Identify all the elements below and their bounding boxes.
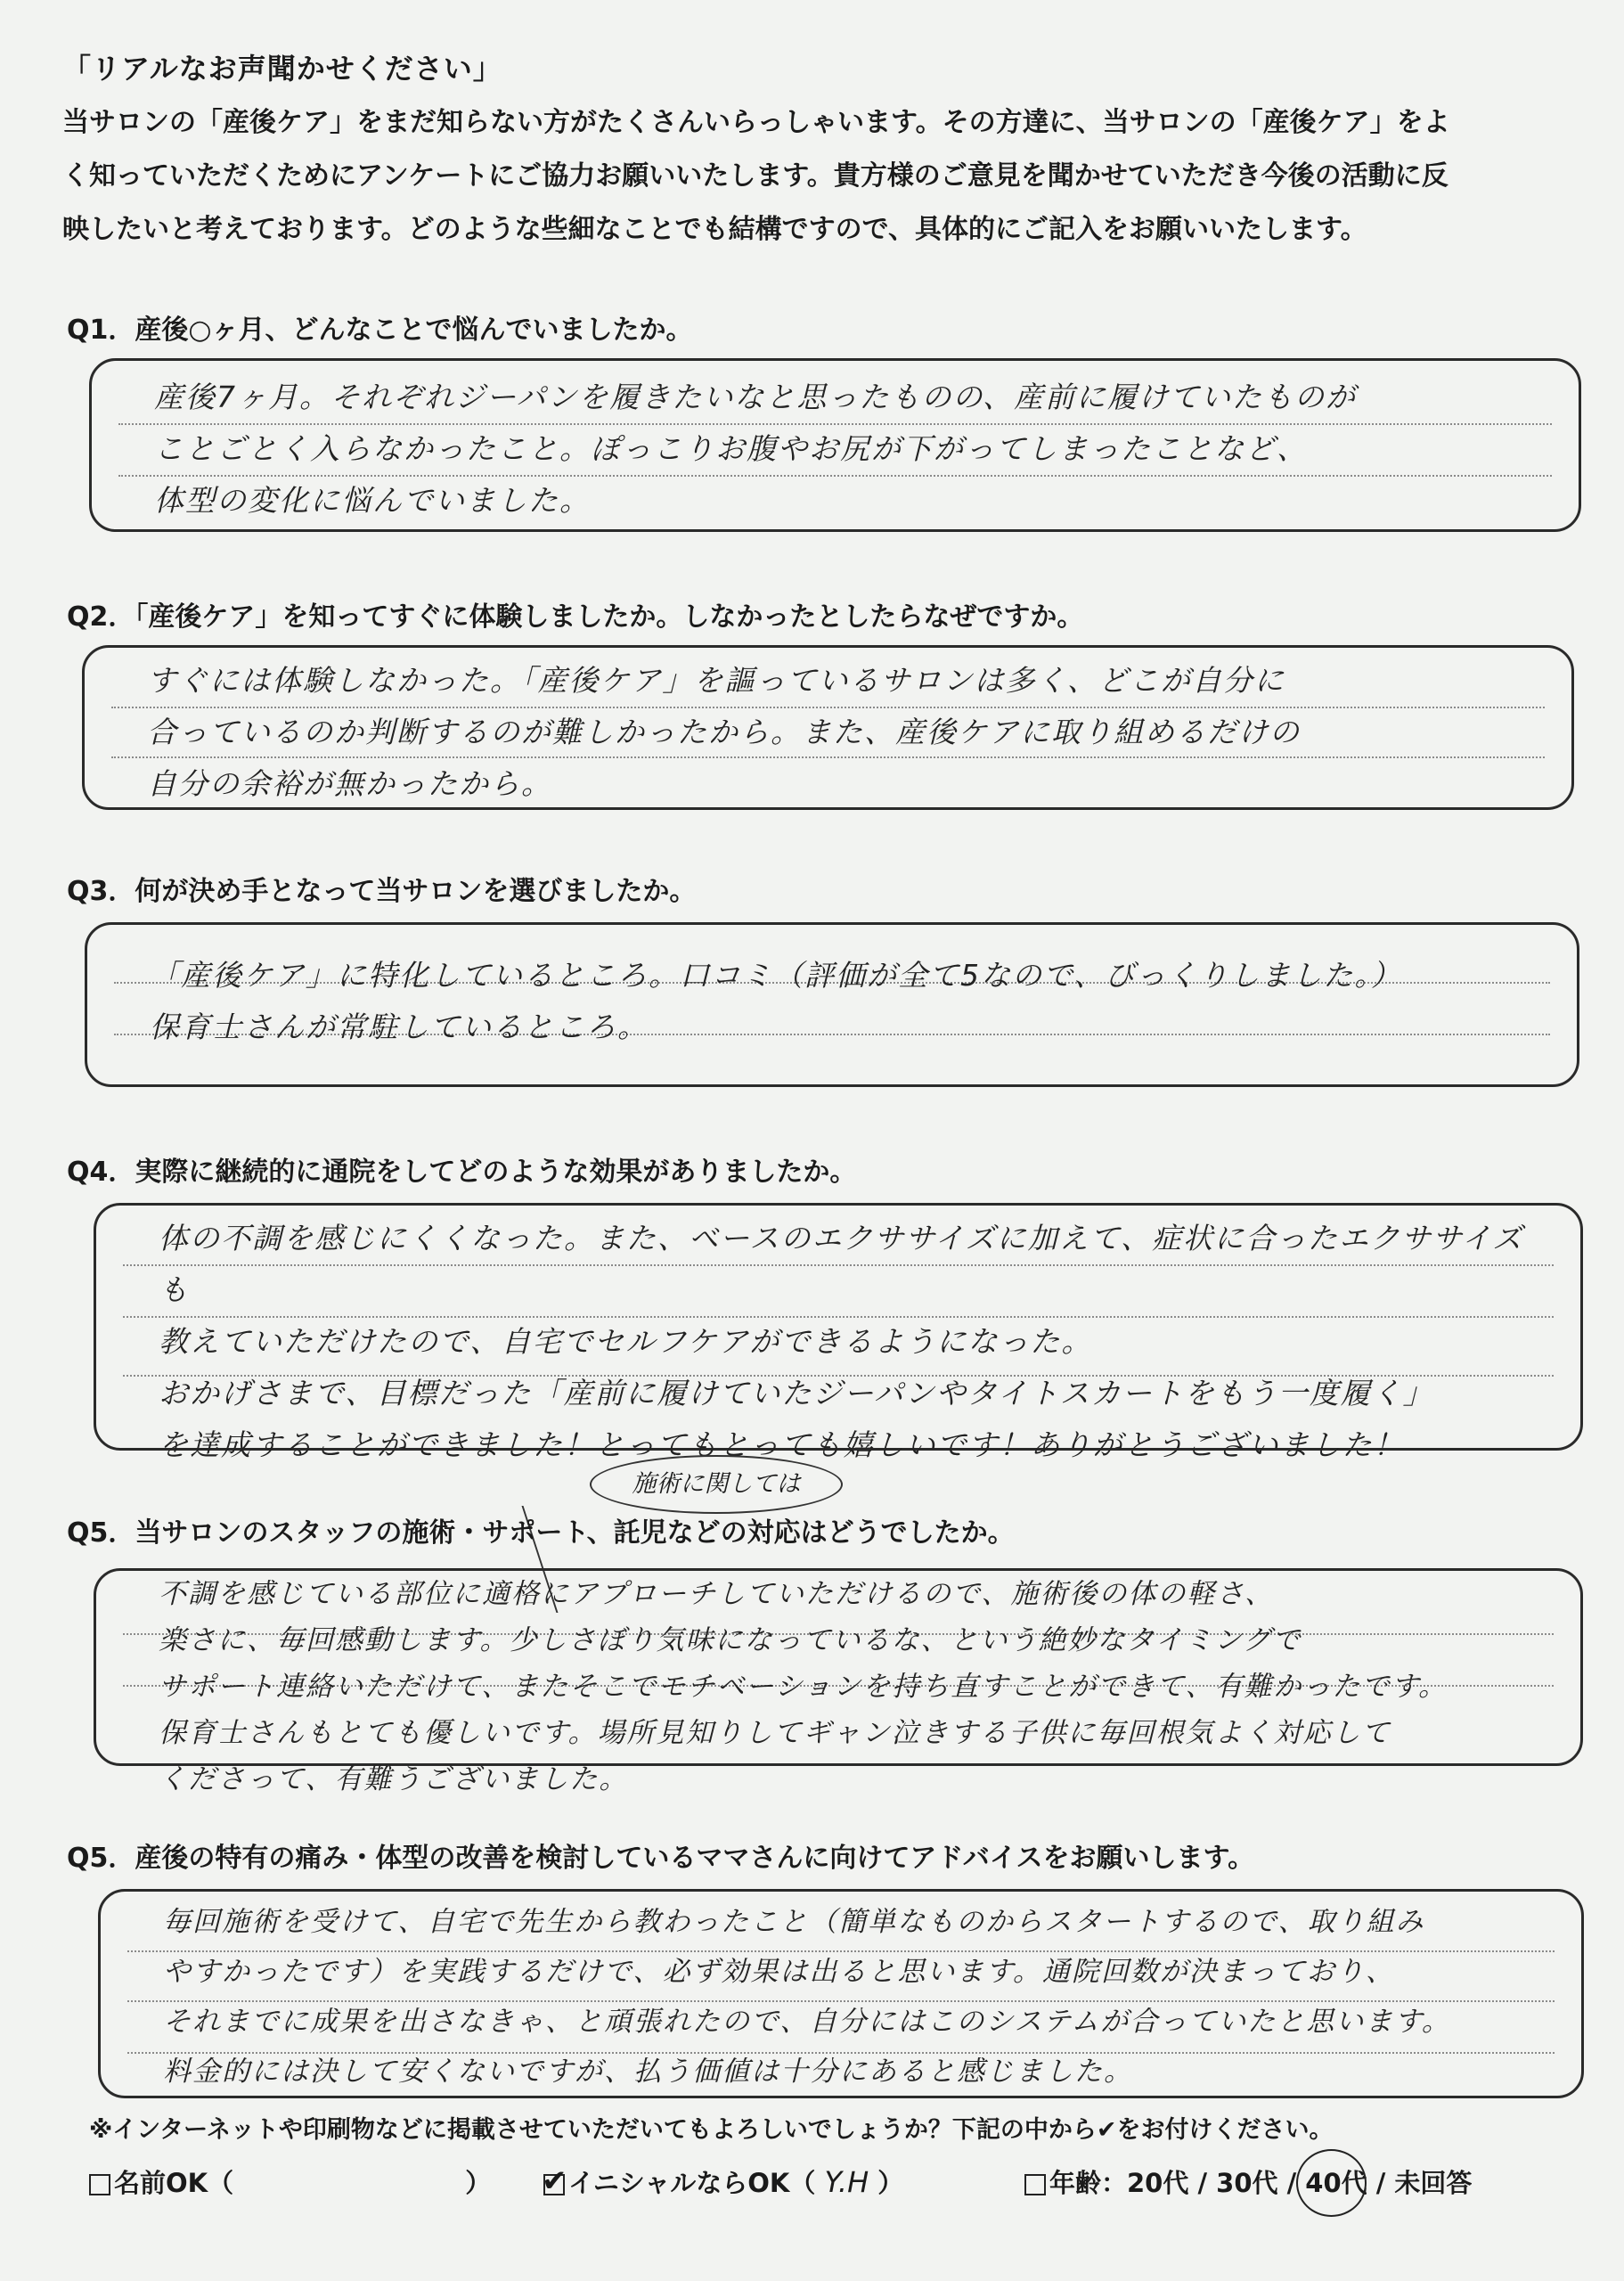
answer-line: 自分の余裕が無かったから。 bbox=[147, 766, 552, 801]
name-ok-close: ） bbox=[465, 2168, 492, 2198]
answer-box-q2 bbox=[82, 645, 1574, 810]
consent-age-option bbox=[1024, 2163, 1472, 2200]
initial-value: Y.H bbox=[824, 2165, 869, 2199]
answer-box-q6 bbox=[98, 1889, 1584, 2098]
initial-ok-checkbox[interactable] bbox=[542, 2163, 567, 2199]
question-6-label: Q5．産後の特有の痛み・体型の改善を検討しているママさんに向けてアドバイスをお願いします。 bbox=[67, 1843, 1255, 1874]
answer-text-q4 bbox=[159, 1213, 1554, 1471]
answer-line: くださって、有難うございました。 bbox=[159, 1763, 629, 1795]
survey-intro bbox=[62, 96, 1577, 257]
answer-line: 体の不調を感じにくくなった。また、ベースのエクササイズに加えて、症状に合ったエクササイズも bbox=[159, 1221, 1524, 1307]
answer-text-q3 bbox=[150, 950, 1550, 1053]
answer-line: 保育士さんもとても優しいです。場所見知りしてギャン泣きする子供に毎回根気よく対応して bbox=[159, 1717, 1391, 1749]
question-5-label: Q5．当サロンのスタッフの施術・サポート、託児などの対応はどうでしたか。 bbox=[67, 1517, 1015, 1549]
answer-line: 「産後ケア」に特化しているところ。口コミ（評価が全て5なので、びっくりしました。） bbox=[150, 958, 1402, 993]
answer-line: 毎回施術を受けて、自宅で先生から教わったこと（簡単なものからスタートするので、取り組み bbox=[163, 1906, 1425, 1938]
answer-line: すぐには体験しなかった。「産後ケア」を謳っているサロンは多く、どこが自分に bbox=[147, 663, 1285, 698]
consent-name-option bbox=[89, 2163, 491, 2200]
question-2-label: Q2．「産後ケア」を知ってすぐに体験しましたか。しなかったとしたらなぜですか。 bbox=[67, 601, 1084, 633]
answer-line: 不調を感じている部位に適格にアプローチしていただけるので、施術後の体の軽さ、 bbox=[159, 1578, 1275, 1610]
age-label: 年齢：20代 / 30代 / 40代 / 未回答 bbox=[1049, 2168, 1473, 2198]
answer-line: 楽さに、毎回感動します。少しさぼり気味になっているな、という絶妙なタイミングで bbox=[159, 1624, 1302, 1656]
answer-text-q5 bbox=[159, 1571, 1554, 1803]
checkmark-icon: ✔ bbox=[542, 2163, 567, 2199]
intro-line: 当サロンの「産後ケア」をまだ知らない方がたくさんいらっしゃいます。その方達に、当サロンの「産後ケア」をよ bbox=[62, 107, 1450, 138]
answer-line: 保育士さんが常駐しているところ。 bbox=[150, 1010, 649, 1044]
survey-heading: 「リアルなお声聞かせください」 bbox=[62, 52, 502, 86]
answer-line: 教えていただけたので、自宅でセルフケアができるようになった。 bbox=[159, 1324, 1093, 1359]
answer-text-q6 bbox=[163, 1897, 1555, 2097]
intro-line: く知っていただくためにアンケートにご協力お願いいたします。貴方様のご意見を聞かせていただき今後の活動に反 bbox=[62, 160, 1449, 192]
question-1-label: Q1．産後○ヶ月、どんなことで悩んでいましたか。 bbox=[67, 315, 693, 346]
answer-line: 合っているのか判断するのが難しかったから。また、産後ケアに取り組めるだけの bbox=[147, 715, 1301, 749]
age-selection-circle bbox=[1296, 2149, 1367, 2217]
answer-text-q2 bbox=[147, 655, 1545, 810]
answer-line: おかげさまで、目標だった「産前に履けていたジーパンやタイトスカートをもう一度履く」 bbox=[159, 1376, 1434, 1410]
answer-box-q5 bbox=[94, 1568, 1583, 1795]
answer-line: ことごとく入らなかったこと。ぽっこりお腹やお尻が下がってしまったことなど、 bbox=[154, 431, 1308, 466]
intro-line: 映したいと考えております。どのような些細なことでも結構ですので、具体的にご記入をお願いいたします。 bbox=[62, 214, 1367, 245]
publication-consent-note: ※インターネットや印刷物などに掲載させていただいてもよろしいでしょうか？下記の中から✔をお付けください。 bbox=[89, 2116, 1334, 2144]
question-3-label: Q3．何が決め手となって当サロンを選びましたか。 bbox=[67, 876, 697, 907]
answer-line: やすかったです）を実践するだけで、必ず効果は出ると思います。通院回数が決まっており、 bbox=[163, 1956, 1395, 1988]
question-4-label: Q4．実際に継続的に通院をしてどのような効果がありましたか。 bbox=[67, 1157, 857, 1188]
answer-line: 料金的には決して安くないですが、払う価値は十分にあると感じました。 bbox=[163, 2056, 1133, 2088]
handwritten-note-bubble: 施術に関しては bbox=[590, 1455, 843, 1514]
answer-box-q3 bbox=[85, 922, 1579, 1087]
answer-line: 産後7ヶ月。それぞれジーパンを履きたいなと思ったものの、産前に履けていたものが bbox=[154, 380, 1358, 414]
initial-ok-label: イニシャルならOK（ bbox=[568, 2168, 816, 2198]
initial-ok-close: ） bbox=[877, 2168, 904, 2198]
answer-line: を達成することができました！とってもとっても嬉しいです！ありがとうございました！ bbox=[159, 1427, 1405, 1462]
answer-text-q1 bbox=[154, 372, 1552, 527]
name-ok-label: 名前OK（ bbox=[114, 2168, 234, 2198]
answer-line: サポート連絡いただけて、またそこでモチベーションを持ち直すことができて、有難かったです。 bbox=[159, 1671, 1449, 1703]
answer-line: 体型の変化に悩んでいました。 bbox=[154, 483, 591, 518]
name-ok-checkbox[interactable] bbox=[89, 2174, 110, 2195]
consent-initial-option bbox=[543, 2163, 903, 2200]
answer-line: それまでに成果を出さなきゃ、と頑張れたので、自分にはこのシステムが合っていたと思います。 bbox=[163, 2006, 1451, 2038]
answer-box-q1 bbox=[89, 358, 1581, 532]
answer-box-q4 bbox=[94, 1203, 1583, 1462]
age-checkbox[interactable] bbox=[1024, 2174, 1046, 2195]
